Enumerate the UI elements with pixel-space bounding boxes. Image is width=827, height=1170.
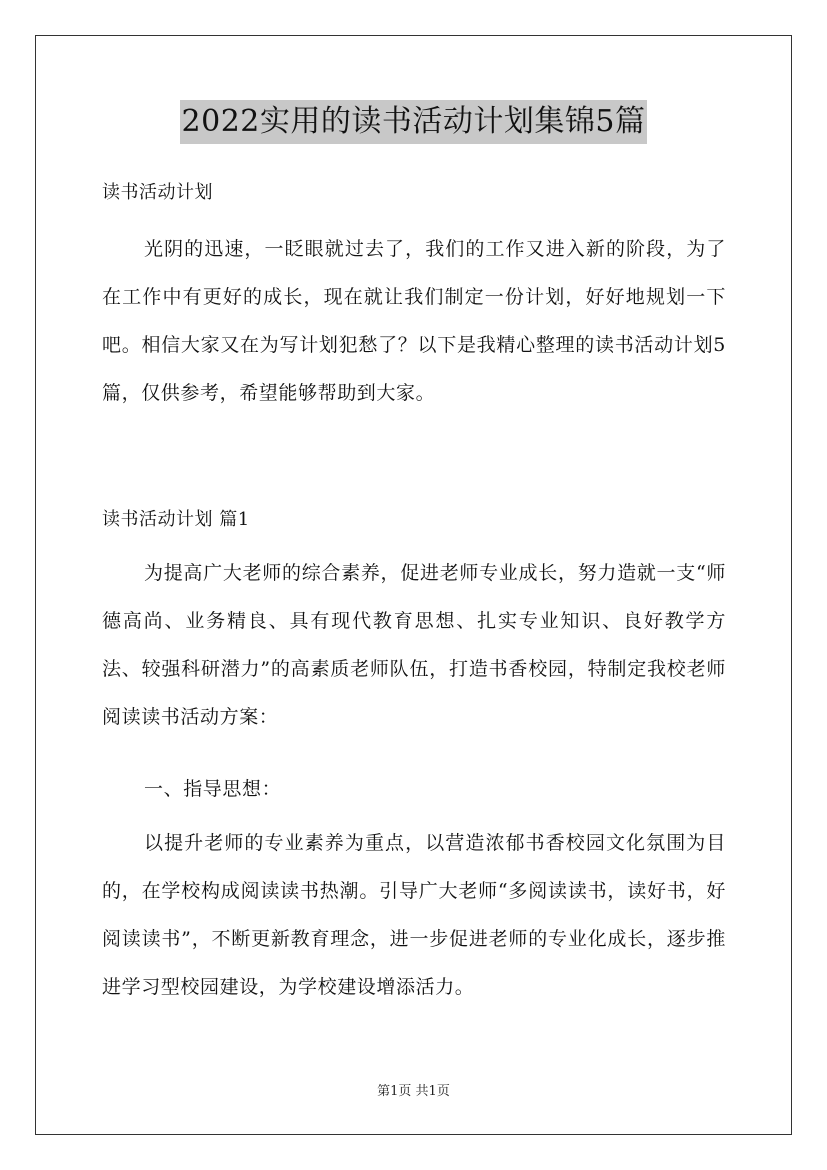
- page-footer: 第1页 共1页: [377, 1084, 450, 1099]
- document-title: 2022实用的读书活动计划集锦5篇: [180, 100, 648, 144]
- section-label: 读书活动计划: [102, 182, 213, 203]
- subheading-guiding-ideology: 一、指导思想：: [144, 778, 282, 800]
- guiding-paragraph: 以提升老师的专业素养为重点，以营造浓郁书香校园文化氛围为目的，在学校构成阅读读书热潮。引导广大老师“多阅读读书，读好书，好阅读读书”，不断更新教育理念，进一步促进老师的专业化成长，逐步推进学习型校园建设，为学校建设增添活力。: [102, 832, 726, 998]
- intro-paragraph: 光阴的迅速，一眨眼就过去了，我们的工作又进入新的阶段，为了在工作中有更好的成长，现在就让我们制定一份计划，好好地规划一下吧。相信大家又在为写计划犯愁了？以下是我精心整理的读书活动计划5篇，仅供参考，希望能够帮助到大家。: [102, 238, 726, 404]
- title-container: [0, 100, 827, 144]
- part1-paragraph: 为提高广大老师的综合素养，促进老师专业成长，努力造就一支“师德高尚、业务精良、具有现代教育思想、扎实专业知识、良好教学方法、较强科研潜力”的高素质老师队伍，打造书香校园，特制定我校老师阅读读书活动方案：: [102, 562, 726, 728]
- part1-heading: 读书活动计划 篇1: [102, 509, 250, 530]
